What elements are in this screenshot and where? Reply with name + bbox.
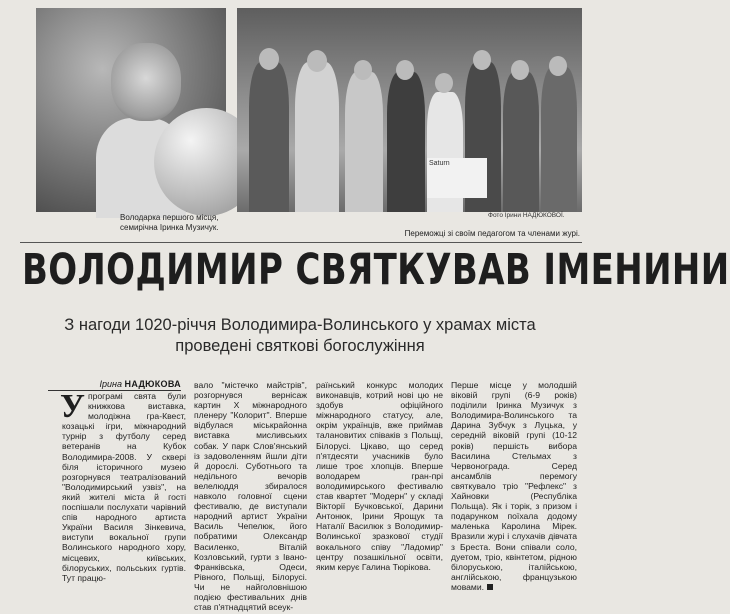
article-column-3: раїнський конкурс молодих виконавців, котрий нові цю не здобув офіційного міжнародного статусу, але, окрім українців, вже приймав талановитих співаків з Польщі, Білорусі. Цікаво, що серед п'ятдесяти учасників було лише троє хлопців. Вперше володарем гран-прі володимирського фестивалю став квартет "Модерн" у складі Вікторії Бучковської, Дарини Антонюк, Ірини Ярощук та Наталії Василюк з Володимир-Волинської зразкової студії вокального співу "Ладомир" центру позашкільної освіти, яким керує Галина Тюрікова. <box>316 380 443 572</box>
prize-box: Saturn <box>427 158 487 198</box>
person-figure <box>345 72 383 212</box>
girl-head <box>111 43 181 121</box>
column-4-text: Перше місце у молодшій віковій групі (6-9 років) поділили Іринка Музичук з Володимира-Волинського та Дарина Зубчук з Луцька, у середній віковій групі (10-12 років) першість вибора Василина Стельмах з Червонограда. Серед ансамблів перемогу святкувало тріо "Рефлекс" з Хайновки (Республіка Польща). Як і торік, з призом і подарунком поїхала додому маленька Каролина Мірек. Вразили журі і слухачів дівчата з Бреста. Вони співали соло, дуетом, тріо, квінтетом, рідною білоруською, італійською, англійською, французькою мовами. <box>451 380 577 592</box>
person-figure <box>387 72 425 212</box>
column-1-text: програмі свята були книжкова виставка, молодіжна гра-Квест, козацькі ігри, міжнародний турнір з футболу серед ветеранів на Кубок Володимира-2008. У сквері біля історичного музею розгорнувся театралізований "Володимирський узвіз", на який жителі міста й гості поспішали послухати чарівний спів народного артиста України Василя Зінкевича, виступи вокальної групи Волинського народного хору, місцевих, київських, білоруських, польських гуртів. Тут працю- <box>62 391 186 583</box>
article-headline: ВОЛОДИМИР СВЯТКУВАВ ІМЕНИНИ <box>22 245 730 295</box>
left-photo-caption: Володарка першого місця, семирічна Іринка Музичук. <box>120 213 219 232</box>
author-first-name: Ірина <box>99 379 122 389</box>
person-head <box>307 50 327 72</box>
top-divider <box>20 242 582 243</box>
person-figure <box>541 67 577 212</box>
person-head <box>511 60 529 80</box>
author-last-name: НАДЮКОВА <box>124 379 181 389</box>
article-subtitle: З нагоди 1020-річчя Володимира-Волинського у храмах міста проведені святкові богослужіння <box>64 316 536 355</box>
drop-cap: У <box>60 388 85 425</box>
article-column-2: вало "містечко майстрів", розгорнувся вернісаж картин Х міжнародного пленеру "Колорит". Вперше відбулася міськрайонна виставка мисливських собак. У парк Слов'янський із задоволенням йшли діти й дорослі. Суботнього та недільного вечорів велелюддя збиралося навколо головної сцени фестивалю, де виступали народний артист України Василь Чепелюк, його побратими Олександр Василенко, Віталій Козловський, гурти з Івано-Франківська, Одеси, Рівного, Польщі, Білорусі. Чи не найголовнішою подією фестивальних днів став п'ятнадцятий всеук- <box>194 380 307 613</box>
photo-credit: Фото Ірини НАДЮКОВОЇ. <box>488 212 565 219</box>
person-figure <box>295 62 339 212</box>
person-figure <box>249 62 289 212</box>
person-head <box>435 73 453 93</box>
winner-girl-photo <box>36 8 226 212</box>
person-head <box>473 50 491 70</box>
person-head <box>259 48 279 70</box>
article-column-1 <box>60 388 186 583</box>
article-column-4 <box>451 380 577 592</box>
group-photo <box>237 8 582 212</box>
person-head <box>354 60 372 80</box>
person-figure <box>503 72 539 212</box>
person-head <box>549 56 567 76</box>
end-mark-icon <box>487 584 493 590</box>
right-photo-caption: Переможці зі своїм педагогом та членами журі. <box>404 229 580 238</box>
person-head <box>396 60 414 80</box>
